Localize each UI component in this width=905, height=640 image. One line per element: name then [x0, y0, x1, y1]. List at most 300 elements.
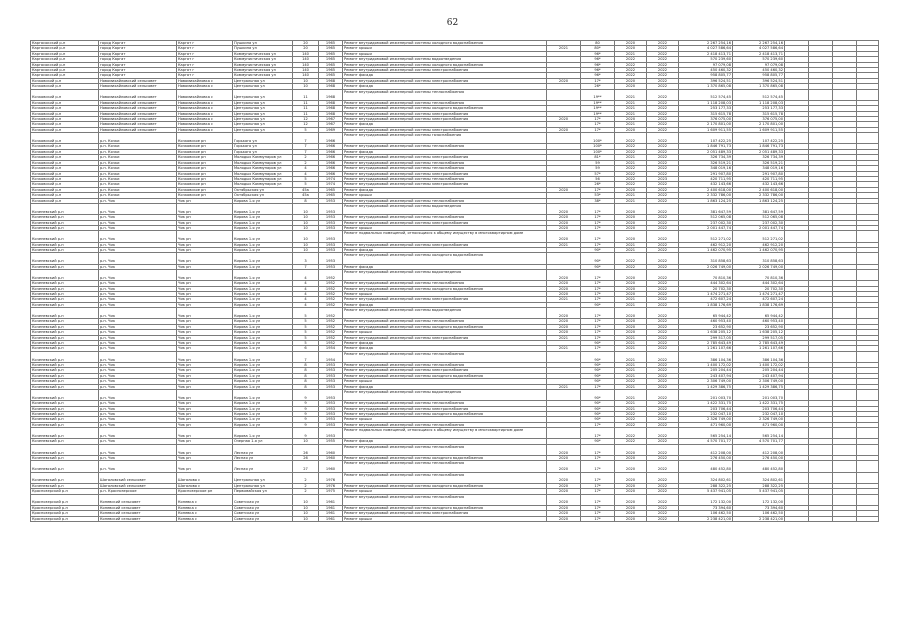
table-cell: 201 003,70	[679, 390, 733, 401]
table-cell: 2022	[647, 384, 679, 389]
table-cell: 90*	[581, 373, 615, 378]
table-cell: Кирова 1-я ул	[233, 291, 293, 296]
table-cell: 2 267 254,16	[679, 41, 733, 46]
table-cell: 5	[293, 340, 319, 345]
table-cell-empty	[809, 472, 833, 483]
table-cell: Октябрьская ул	[233, 193, 293, 198]
table-cell: Чик рп	[177, 220, 233, 225]
table-cell: 1953	[319, 253, 343, 264]
table-cell: 565 254,14	[733, 428, 785, 439]
table-cell: 2021	[547, 297, 581, 302]
table-cell: 1966	[319, 160, 343, 165]
table-cell: 2020	[615, 324, 647, 329]
table-cell: 381 647,59	[679, 203, 733, 214]
table-cell: 1 429 386,75	[733, 384, 785, 389]
table-cell: 17*	[581, 428, 615, 439]
table-cell: Ремонт крыши	[343, 46, 547, 51]
table-cell: Кочковский р-н	[31, 89, 99, 100]
table-cell: 2 170 801,00	[733, 122, 785, 127]
table-cell: 203 706,44	[733, 406, 785, 411]
table-cell: 2022	[647, 220, 679, 225]
table-cell: Каргат г	[177, 46, 233, 51]
table-cell: Новомихайловка с	[177, 122, 233, 127]
table-cell: 2022	[647, 340, 679, 345]
table-cell: Чик рп	[177, 302, 233, 307]
table-cell: 90*	[581, 417, 615, 422]
table-cell: Кирова 1-я ул	[233, 286, 293, 291]
table-cell: Коченевский р-н	[31, 269, 99, 280]
table-cell: 2020	[615, 187, 647, 192]
table-cell: 1965	[319, 62, 343, 67]
table-cell: 96*	[581, 62, 615, 67]
table-cell-empty	[809, 308, 833, 319]
table-cell: 17*	[581, 516, 615, 521]
table-cell: р.п. Чик	[99, 461, 177, 472]
table-cell-empty	[833, 308, 857, 319]
table-cell: Коченевский р-н	[31, 247, 99, 252]
table-cell: 2020	[615, 231, 647, 242]
table-cell: Коченевский р-н	[31, 308, 99, 319]
table-cell: Кочковский р-н	[31, 106, 99, 111]
table-cell: Коневский сельсовет	[99, 505, 177, 510]
table-cell: Ремонт внутридомовой инженерной системы электроснабжения	[343, 68, 547, 73]
table-row	[31, 351, 879, 362]
table-cell: Центральная ул	[233, 122, 293, 127]
table-cell: Кирова 1-я ул	[233, 220, 293, 225]
table-cell: 1960	[319, 444, 343, 455]
table-cell: Кирова 1-я ул	[233, 281, 293, 286]
table-cell: 5	[293, 308, 319, 319]
table-cell: 2022	[647, 127, 679, 132]
table-cell: 140	[293, 57, 319, 62]
table-cell: Ремонт подвальных помещений, относящихся к общему имуществу в многоквартирном доме	[343, 231, 547, 242]
table-cell: Кочковский р-н	[31, 160, 99, 165]
table-cell: Ремонт внутридомовой инженерной системы электроснабжения	[343, 511, 547, 516]
table-cell: Чик рп	[177, 379, 233, 384]
table-cell: 2022	[647, 281, 679, 286]
table-cell: 7	[293, 149, 319, 154]
table-cell: р.п. Кочки	[99, 144, 177, 149]
table-cell: 2 785 643,49	[733, 340, 785, 345]
table-cell: 2022	[647, 461, 679, 472]
table-cell-empty	[785, 351, 809, 362]
table-cell: 10	[293, 505, 319, 510]
table-cell: Ремонт внутридомовой инженерной системы электроснабжения	[343, 335, 547, 340]
table-cell: 90*	[581, 412, 615, 417]
table-cell: 1 474 271,47	[733, 291, 785, 296]
table-cell: 90*	[581, 340, 615, 345]
table-cell: 2 306 749,00	[733, 379, 785, 384]
table-cell: Коченевский р-н	[31, 406, 99, 411]
table-cell: р.п. Чик	[99, 406, 177, 411]
table-cell: 17*	[581, 297, 615, 302]
table-cell: Каргат г	[177, 57, 233, 62]
table-cell-empty	[785, 89, 809, 100]
table-cell: 26*	[581, 182, 615, 187]
table-cell: 480 452,80	[733, 461, 785, 472]
table-cell: 2020	[547, 483, 581, 488]
table-cell: р.п. Чик	[99, 379, 177, 384]
table-cell: 288 322,25	[679, 483, 733, 488]
table-cell: 2022	[615, 182, 647, 187]
table-cell: 17*	[581, 220, 615, 225]
table-cell: Кирова 1-я ул	[233, 417, 293, 422]
table-cell: 2021	[615, 346, 647, 351]
table-cell: 2022	[647, 144, 679, 149]
table-cell: 90*	[581, 302, 615, 307]
table-cell: 2 785 643,49	[679, 340, 733, 345]
table-cell: 2021	[615, 111, 647, 116]
table-cell: 2022	[647, 111, 679, 116]
table-cell: 315 615,78	[679, 111, 733, 116]
table-cell: 7	[293, 264, 319, 269]
table-cell-empty	[857, 494, 879, 505]
table-cell: Чик рп	[177, 281, 233, 286]
table-cell: 2020	[547, 220, 581, 225]
table-cell: 326 519,21	[733, 160, 785, 165]
table-cell: 2020	[615, 511, 647, 516]
table-cell: р.п. Чик	[99, 444, 177, 455]
table-cell: р.п. Чик	[99, 346, 177, 351]
table-cell: 2020	[615, 319, 647, 324]
table-cell: Коммунистическая ул	[233, 62, 293, 67]
table-cell: 11	[293, 106, 319, 111]
table-cell: Кирова 1-я ул	[233, 412, 293, 417]
table-cell: 2	[293, 483, 319, 488]
table-cell: 1 863 124,25	[733, 198, 785, 203]
table-cell: Кирова 1-я ул	[233, 324, 293, 329]
table-cell: 2022	[615, 68, 647, 73]
table-cell: Кирова 1-я ул	[233, 225, 293, 230]
table-cell: р.п. Чик	[99, 319, 177, 324]
table-cell: 2 306 749,00	[679, 379, 733, 384]
table-cell: Чик рп	[177, 286, 233, 291]
table-cell: 1953	[319, 412, 343, 417]
table-cell: 17*	[581, 483, 615, 488]
table-cell: 2022	[615, 73, 647, 78]
table-cell: р.п. Чик	[99, 390, 177, 401]
table-cell: 106 462,50	[733, 511, 785, 516]
table-row	[31, 89, 879, 100]
table-cell: Коченевский р-н	[31, 444, 99, 455]
table-cell: Ремонт фасада	[343, 384, 547, 389]
table-cell: 1965	[319, 41, 343, 46]
table-cell: Ремонт фасада	[343, 346, 547, 351]
table-cell: Чик рп	[177, 340, 233, 345]
table-cell: 2022	[647, 247, 679, 252]
table-cell: 2020	[547, 444, 581, 455]
table-cell: 17*	[581, 242, 615, 247]
table-cell: 100*	[581, 133, 615, 144]
table-cell: 1966	[319, 149, 343, 154]
table-cell: Ремонт фасада	[343, 439, 547, 444]
table-cell: Коченевский р-н	[31, 346, 99, 351]
table-cell: 1968	[319, 84, 343, 89]
table-cell	[547, 428, 581, 439]
table-cell: Каргат г	[177, 62, 233, 67]
table-cell: Кочковский р-н	[31, 198, 99, 203]
table-cell: р.п. Чик	[99, 225, 177, 230]
table-cell-empty	[785, 461, 809, 472]
table-cell: 10	[293, 215, 319, 220]
table-cell: Чик рп	[177, 264, 233, 269]
table-cell: Коммунистическая ул	[233, 51, 293, 56]
table-cell: Ремонт внутридомовой инженерной системы электроснабжения	[343, 406, 547, 411]
table-cell: Коченевский р-н	[31, 220, 99, 225]
table-cell: 5	[293, 176, 319, 181]
table-cell: Чик рп	[177, 335, 233, 340]
table-cell: Кочковский р-н	[31, 176, 99, 181]
table-cell: 2020	[615, 127, 647, 132]
table-cell: 2021	[615, 362, 647, 367]
table-cell: Молодых Коммунаров ул	[233, 166, 293, 171]
table-cell: 23 652,90	[679, 324, 733, 329]
table-cell: Лесная ул	[233, 444, 293, 455]
table-cell: 1966	[319, 171, 343, 176]
table-cell: Ремонт внутридомовой инженерной системы электроснабжения	[343, 127, 547, 132]
table-cell: Центральная ул	[233, 78, 293, 83]
table-cell: Кочковский р-н	[31, 155, 99, 160]
table-cell: 8	[293, 384, 319, 389]
table-cell: 1952	[319, 281, 343, 286]
table-cell: 462 912,20	[733, 242, 785, 247]
table-cell: 326 734,39	[679, 155, 733, 160]
table-cell: 2021	[615, 247, 647, 252]
table-cell-empty	[785, 472, 809, 483]
table-cell: 2022	[647, 324, 679, 329]
table-cell: 17*	[581, 187, 615, 192]
table-cell: Кочковское рп	[177, 176, 233, 181]
table-cell: 10	[293, 203, 319, 214]
table-cell: Ремонт внутридомовой инженерной системы холодного водоснабжения	[343, 483, 547, 488]
table-cell: 450 460,32	[733, 68, 785, 73]
table-cell: 1952	[319, 291, 343, 296]
table-cell: Новомихайловка с	[177, 111, 233, 116]
table-cell-empty	[809, 516, 833, 521]
table-cell: Каргасокский р-н	[31, 68, 99, 73]
table-cell: 2020	[547, 127, 581, 132]
table-cell: 324 802,61	[679, 472, 733, 483]
table-cell: 1953	[319, 368, 343, 373]
table-cell: 90*	[581, 401, 615, 406]
table-cell: Коченевский р-н	[31, 264, 99, 269]
table-cell-empty	[785, 390, 809, 401]
table-cell: 5	[293, 319, 319, 324]
table-cell: 2021	[615, 155, 647, 160]
table-cell: 2022	[647, 160, 679, 165]
table-cell: Коченевский р-н	[31, 291, 99, 296]
table-cell: Коневский сельсовет	[99, 511, 177, 516]
table-cell: Ремонт внутридомовой инженерной системы теплоснабжения	[343, 401, 547, 406]
table-cell: 2022	[647, 422, 679, 427]
table-cell: 1953	[319, 384, 343, 389]
table-cell-empty	[809, 461, 833, 472]
table-cell: Центральная ул	[233, 117, 293, 122]
page-number: 62	[446, 18, 459, 28]
table-cell: 5	[293, 127, 319, 132]
table-cell: р.п. Чик	[99, 242, 177, 247]
table-cell: Кочковский р-н	[31, 122, 99, 127]
table-cell: 140	[293, 62, 319, 67]
table-cell: р.п. Чик	[99, 335, 177, 340]
table-cell: 1 118 208,03	[733, 100, 785, 105]
table-cell: Кочковское рп	[177, 133, 233, 144]
table-cell: 2022	[615, 264, 647, 269]
table-cell: Чик рп	[177, 269, 233, 280]
table-cell: Коченевский р-н	[31, 368, 99, 373]
table-row	[31, 269, 879, 280]
table-cell: 70 810,36	[733, 269, 785, 280]
table-cell: Ремонт крыши	[343, 379, 547, 384]
table-cell: 2022	[647, 84, 679, 89]
table-cell: 17*	[581, 472, 615, 483]
table-cell: 10	[293, 247, 319, 252]
table-cell: 1 400 172,02	[733, 362, 785, 367]
table-cell-empty	[857, 461, 879, 472]
table-cell: 4	[293, 302, 319, 307]
table-cell: 2022	[647, 390, 679, 401]
table-cell: Чик рп	[177, 242, 233, 247]
table-cell: Ремонт крыши	[343, 51, 547, 56]
table-cell: 1976	[319, 483, 343, 488]
table-cell: 1954	[319, 346, 343, 351]
table-cell: 2022	[647, 149, 679, 154]
table-cell: 444 302,64	[679, 281, 733, 286]
table-cell: 2021	[615, 401, 647, 406]
table-cell: 2020	[547, 461, 581, 472]
table-cell: Кирова 1-я ул	[233, 335, 293, 340]
table-cell: 2020	[615, 444, 647, 455]
table-cell: Ремонт внутридомовой инженерной системы холодного водоснабжения	[343, 373, 547, 378]
table-cell: 1953	[319, 203, 343, 214]
table-cell: Октябрьская ул	[233, 187, 293, 192]
table-cell: 5 437 941,05	[679, 489, 733, 494]
table-cell: 107 422,25	[733, 133, 785, 144]
table-cell: 20 702,30	[679, 286, 733, 291]
table-cell-empty	[833, 351, 857, 362]
table-cell-empty	[785, 428, 809, 439]
table-cell: 1 638 205,12	[733, 330, 785, 335]
table-cell: Кирова 1-я ул	[233, 269, 293, 280]
table-cell: Чик рп	[177, 225, 233, 230]
table-cell: 2020	[547, 516, 581, 521]
table-cell: 1960	[319, 456, 343, 461]
table-cell: 17*	[581, 505, 615, 510]
table-cell: 2 326 749,00	[733, 417, 785, 422]
table-cell: Коченевский р-н	[31, 286, 99, 291]
table-cell: Ремонт внутридомовой инженерной системы электроснабжения	[343, 111, 547, 116]
table-cell: 2020	[615, 41, 647, 46]
table-cell: 1 261 107,66	[733, 346, 785, 351]
table-cell: 1966	[319, 166, 343, 171]
table-cell: Кочковский р-н	[31, 187, 99, 192]
table-cell: р.п. Чик	[99, 198, 177, 203]
table-cell: 2 332 786,00	[679, 193, 733, 198]
table-cell: Ремонт внутридомовой инженерной системы электроснабжения	[343, 368, 547, 373]
table-cell: 480 452,80	[679, 461, 733, 472]
table-cell: Коченевский р-н	[31, 351, 99, 362]
table-cell: 1953	[319, 264, 343, 269]
table-cell: 2022	[647, 225, 679, 230]
table-cell: 276 450,00	[733, 456, 785, 461]
table-cell: 96*	[581, 57, 615, 62]
table-cell: 4 027 586,64	[679, 46, 733, 51]
table-cell: Чик рп	[177, 308, 233, 319]
table-cell: Каргасокский р-н	[31, 46, 99, 51]
table-cell: город Каргат	[99, 73, 177, 78]
table-cell: 2 051 489,33	[733, 149, 785, 154]
table-cell: 472 607,24	[733, 297, 785, 302]
table-cell: Кирова 1-я ул	[233, 297, 293, 302]
table-cell: Кочковский р-н	[31, 111, 99, 116]
table-cell: Шагалово с	[177, 472, 233, 483]
table-cell: 299 517,05	[679, 335, 733, 340]
table-cell: Ремонт внутридомовой инженерной системы холодного водоснабжения	[343, 412, 547, 417]
table-cell: Чик рп	[177, 401, 233, 406]
table-cell: 2022	[647, 489, 679, 494]
table-cell: р.п. Чик	[99, 417, 177, 422]
table-cell: Ремонт внутридомовой инженерной системы электроснабжения	[343, 171, 547, 176]
table-cell: 2020	[547, 225, 581, 230]
table-cell: 2020	[615, 203, 647, 214]
table-cell: Ремонт крыши	[343, 417, 547, 422]
table-cell: 7	[293, 133, 319, 144]
table-cell: Новомихайловский сельсовет	[99, 100, 177, 105]
table-cell: 2022	[647, 456, 679, 461]
table-cell: Ремонт внутридомовой инженерной системы теплоснабжения	[343, 362, 547, 367]
table-cell: 1 422 331,75	[679, 401, 733, 406]
table-cell: Новомихайловка с	[177, 117, 233, 122]
table-cell: 2022	[647, 187, 679, 192]
table-cell: 5	[293, 335, 319, 340]
table-cell: 4 570 701,77	[679, 439, 733, 444]
table-cell: 10	[293, 231, 319, 242]
table-cell: р.п. Чик	[99, 308, 177, 319]
table-cell: 1 370 865,08	[679, 84, 733, 89]
table-cell: Краснозерский р-н	[31, 489, 99, 494]
table-cell: 2022	[647, 155, 679, 160]
table-cell: Ремонт внутридомовой инженерной системы электроснабжения	[343, 297, 547, 302]
table-cell: р.п. Чик	[99, 324, 177, 329]
table-cell: 2022	[647, 166, 679, 171]
table-row	[31, 428, 879, 439]
table-cell: 1953	[319, 422, 343, 427]
table-cell: 2020	[615, 46, 647, 51]
table-cell: 2022	[647, 182, 679, 187]
table-cell: 1953	[319, 390, 343, 401]
table-cell: 81*	[581, 155, 615, 160]
table-cell: Коченевский р-н	[31, 302, 99, 307]
table-cell: 2021	[615, 302, 647, 307]
table-cell-empty	[833, 444, 857, 455]
table-cell: Центральная ул	[233, 111, 293, 116]
table-cell-empty	[857, 444, 879, 455]
table-cell: Ремонт внутридомовой инженерной системы электроснабжения	[343, 78, 547, 83]
table-cell: 2022	[647, 368, 679, 373]
table-cell: 59	[581, 166, 615, 171]
table-cell: 17*	[581, 422, 615, 427]
table-cell: 2020	[615, 220, 647, 225]
table-cell: 2022	[615, 62, 647, 67]
table-cell: 2020	[547, 308, 581, 319]
table-cell-empty	[857, 133, 879, 144]
table-cell	[547, 253, 581, 264]
table-cell: Центральная ул	[233, 89, 293, 100]
table-cell: 4	[293, 286, 319, 291]
table-cell: 96*	[581, 73, 615, 78]
table-cell: 2022	[647, 319, 679, 324]
table-cell: 565 254,14	[679, 428, 733, 439]
